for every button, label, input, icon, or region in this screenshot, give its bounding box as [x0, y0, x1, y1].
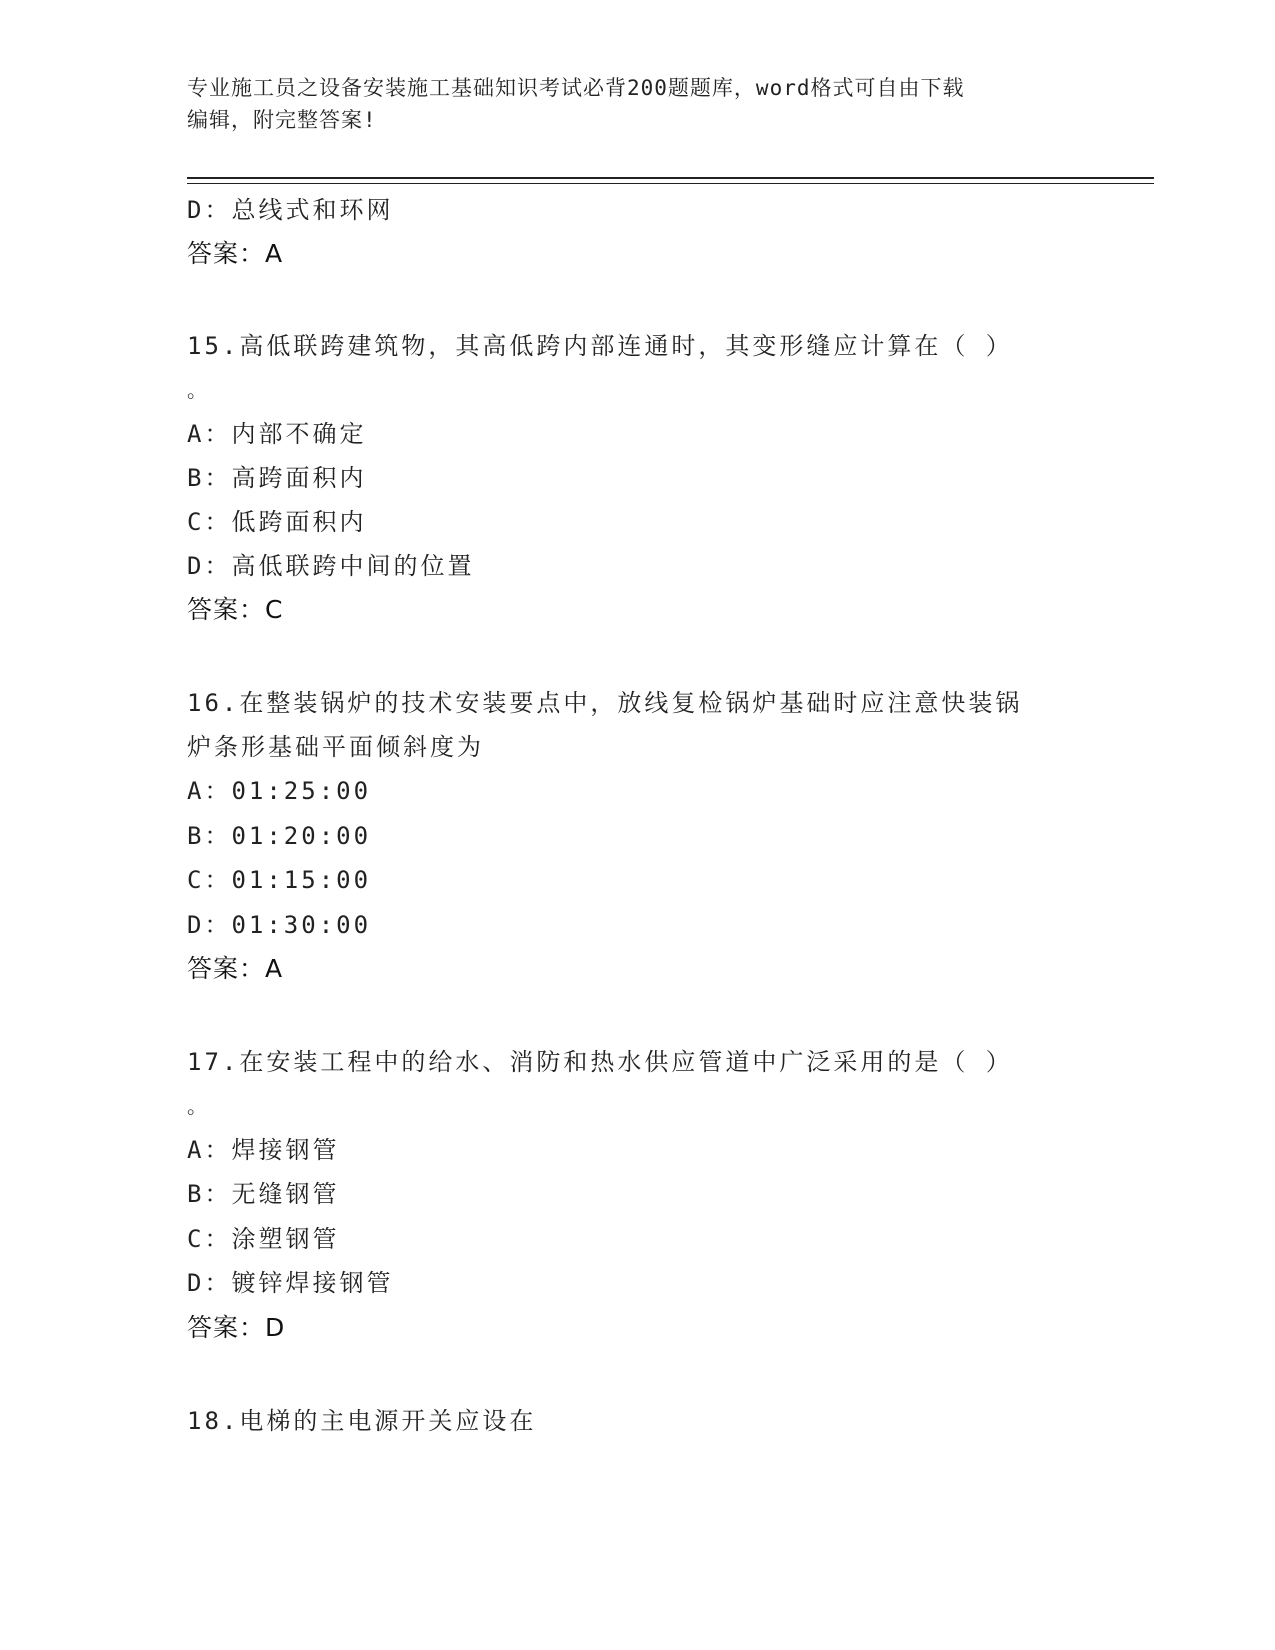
q16-answer: 答案：A [187, 954, 284, 983]
q16-option-b: B：01:20:00 [187, 822, 372, 850]
header-line-2: 编辑，附完整答案! [187, 108, 377, 132]
q17-option-a: A：焊接钢管 [187, 1136, 340, 1164]
q17-option-c: C：涂塑钢管 [187, 1225, 340, 1253]
q16-option-a: A：01:25:00 [187, 777, 372, 805]
q16-text-line-2: 炉条形基础平面倾斜度为 [187, 733, 484, 761]
q15-text-line-1: 15.高低联跨建筑物，其高低跨内部连通时，其变形缝应计算在（ ） [187, 332, 1013, 360]
q17-option-b: B：无缝钢管 [187, 1180, 340, 1208]
q17-answer: 答案：D [187, 1313, 286, 1342]
prev-answer: 答案：A [187, 239, 284, 268]
q15-option-c: C：低跨面积内 [187, 508, 367, 536]
q16-text-line-1: 16.在整装锅炉的技术安装要点中，放线复检锅炉基础时应注意快装锅 [187, 689, 1023, 717]
q15-option-b: B：高跨面积内 [187, 464, 367, 492]
q17-option-d: D：镀锌焊接钢管 [187, 1269, 394, 1297]
q15-text-line-2: 。 [187, 378, 210, 402]
q15-answer: 答案：C [187, 595, 284, 624]
q18-text-line-1: 18.电梯的主电源开关应设在 [187, 1407, 537, 1435]
q17-text-line-2: 。 [187, 1094, 210, 1118]
header-line-1: 专业施工员之设备安装施工基础知识考试必背200题题库，word格式可自由下载 [187, 76, 965, 100]
q15-option-d: D：高低联跨中间的位置 [187, 552, 475, 580]
header-rule-thin [187, 183, 1154, 184]
q15-option-a: A：内部不确定 [187, 420, 367, 448]
prev-option-d: D：总线式和环网 [187, 196, 394, 224]
q16-option-d: D：01:30:00 [187, 911, 372, 939]
q16-option-c: C：01:15:00 [187, 866, 372, 894]
q17-text-line-1: 17.在安装工程中的给水、消防和热水供应管道中广泛采用的是（ ） [187, 1048, 1013, 1076]
document-header [187, 72, 1067, 136]
header-rule-thick [187, 177, 1154, 179]
